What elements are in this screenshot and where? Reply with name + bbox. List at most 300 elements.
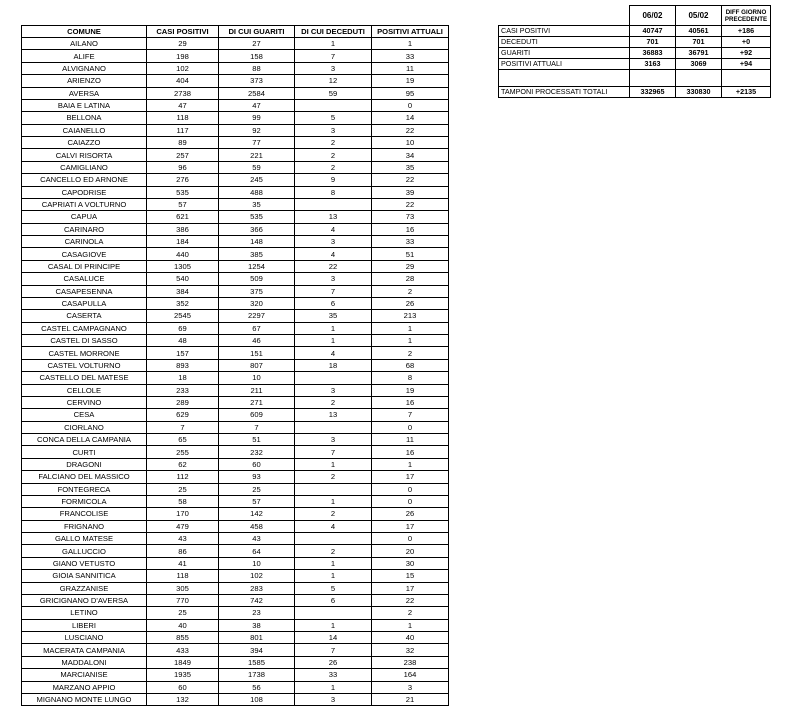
summary-header-date-1: 06/02 (630, 6, 676, 26)
cell-positivi-attuali: 0 (372, 483, 449, 495)
cell-comune: CAPODRISE (22, 186, 147, 198)
cell-comune: CASALUCE (22, 273, 147, 285)
cell-deceduti: 3 (295, 62, 372, 74)
cell-guariti: 43 (219, 533, 295, 545)
cell-guariti: 60 (219, 458, 295, 470)
cell-comune: CASTEL DI SASSO (22, 335, 147, 347)
cell-positivi-attuali: 29 (372, 260, 449, 272)
cell-guariti: 283 (219, 582, 295, 594)
header-guariti: DI CUI GUARITI (219, 26, 295, 38)
table-row (22, 236, 449, 248)
summary-row (499, 48, 771, 59)
summary-value-2: 40561 (676, 26, 722, 37)
summary-header-date-2: 05/02 (676, 6, 722, 26)
cell-positivi-attuali: 22 (372, 124, 449, 136)
cell-comune: CESA (22, 409, 147, 421)
table-row (22, 446, 449, 458)
cell-positivi-attuali: 11 (372, 62, 449, 74)
cell-positivi-attuali: 8 (372, 372, 449, 384)
cell-deceduti: 26 (295, 656, 372, 668)
cell-positivi-attuali: 2 (372, 347, 449, 359)
table-row (22, 508, 449, 520)
table-row (22, 582, 449, 594)
cell-guariti: 742 (219, 594, 295, 606)
table-row (22, 174, 449, 186)
cell-guariti: 509 (219, 273, 295, 285)
cell-casi-positivi: 86 (147, 545, 219, 557)
cell-deceduti (295, 533, 372, 545)
cell-comune: CAIANELLO (22, 124, 147, 136)
cell-positivi-attuali: 21 (372, 693, 449, 705)
cell-casi-positivi: 132 (147, 693, 219, 705)
cell-deceduti: 2 (295, 137, 372, 149)
cell-casi-positivi: 198 (147, 50, 219, 62)
cell-deceduti: 3 (295, 236, 372, 248)
cell-positivi-attuali: 1 (372, 335, 449, 347)
cell-casi-positivi: 62 (147, 458, 219, 470)
cell-guariti: 57 (219, 495, 295, 507)
cell-positivi-attuali: 17 (372, 582, 449, 594)
table-row (22, 632, 449, 644)
cell-positivi-attuali: 16 (372, 446, 449, 458)
table-row (22, 137, 449, 149)
tamponi-value-1: 332965 (630, 87, 676, 98)
cell-casi-positivi: 1849 (147, 656, 219, 668)
cell-deceduti: 2 (295, 161, 372, 173)
cell-comune: CASAL DI PRINCIPE (22, 260, 147, 272)
summary-label: CASI POSITIVI (499, 26, 630, 37)
cell-deceduti: 9 (295, 174, 372, 186)
cell-casi-positivi: 893 (147, 359, 219, 371)
table-row (22, 533, 449, 545)
table-row (22, 619, 449, 631)
cell-positivi-attuali: 1 (372, 619, 449, 631)
cell-comune: MADDALONI (22, 656, 147, 668)
cell-casi-positivi: 2738 (147, 87, 219, 99)
cell-deceduti (295, 372, 372, 384)
cell-casi-positivi: 25 (147, 483, 219, 495)
cell-guariti: 221 (219, 149, 295, 161)
cell-guariti: 92 (219, 124, 295, 136)
cell-casi-positivi: 118 (147, 112, 219, 124)
cell-positivi-attuali: 15 (372, 570, 449, 582)
cell-guariti: 148 (219, 236, 295, 248)
cell-deceduti: 3 (295, 693, 372, 705)
cell-deceduti: 4 (295, 520, 372, 532)
header-positivi-attuali: POSITIVI ATTUALI (372, 26, 449, 38)
cell-comune: MARZANO APPIO (22, 681, 147, 693)
cell-guariti: 535 (219, 211, 295, 223)
cell-positivi-attuali: 1 (372, 38, 449, 50)
cell-guariti: 7 (219, 421, 295, 433)
summary-value-1: 36883 (630, 48, 676, 59)
cell-comune: CALVI RISORTA (22, 149, 147, 161)
cell-guariti: 93 (219, 471, 295, 483)
cell-positivi-attuali: 16 (372, 396, 449, 408)
cell-positivi-attuali: 16 (372, 223, 449, 235)
summary-label: GUARITI (499, 48, 630, 59)
cell-guariti: 373 (219, 75, 295, 87)
cell-casi-positivi: 404 (147, 75, 219, 87)
cell-comune: CIORLANO (22, 421, 147, 433)
cell-positivi-attuali: 33 (372, 50, 449, 62)
header-comune: COMUNE (22, 26, 147, 38)
cell-comune: CERVINO (22, 396, 147, 408)
table-row (22, 471, 449, 483)
summary-value-2: 3069 (676, 59, 722, 70)
table-row (22, 335, 449, 347)
table-row (22, 75, 449, 87)
table-row (22, 310, 449, 322)
cell-positivi-attuali: 22 (372, 594, 449, 606)
cell-casi-positivi: 157 (147, 347, 219, 359)
table-row (22, 520, 449, 532)
table-row (22, 384, 449, 396)
cell-comune: GRICIGNANO D'AVERSA (22, 594, 147, 606)
cell-deceduti: 13 (295, 409, 372, 421)
summary-value-2: 701 (676, 37, 722, 48)
cell-deceduti: 5 (295, 112, 372, 124)
cell-guariti: 394 (219, 644, 295, 656)
cell-guariti: 35 (219, 198, 295, 210)
cell-comune: MACERATA CAMPANIA (22, 644, 147, 656)
cell-positivi-attuali: 10 (372, 137, 449, 149)
summary-row (499, 59, 771, 70)
cell-guariti: 142 (219, 508, 295, 520)
cell-comune: CAPRIATI A VOLTURNO (22, 198, 147, 210)
cell-positivi-attuali: 20 (372, 545, 449, 557)
cell-deceduti: 6 (295, 297, 372, 309)
cell-guariti: 108 (219, 693, 295, 705)
table-row (22, 656, 449, 668)
cell-positivi-attuali: 0 (372, 533, 449, 545)
summary-diff: +94 (722, 59, 771, 70)
table-row (22, 297, 449, 309)
cell-deceduti: 13 (295, 211, 372, 223)
cell-comune: MARCIANISE (22, 669, 147, 681)
cell-casi-positivi: 43 (147, 533, 219, 545)
cell-comune: ALIFE (22, 50, 147, 62)
cell-positivi-attuali: 68 (372, 359, 449, 371)
cell-casi-positivi: 386 (147, 223, 219, 235)
table-row (22, 260, 449, 272)
summary-body (499, 26, 771, 70)
cell-casi-positivi: 60 (147, 681, 219, 693)
cell-casi-positivi: 1935 (147, 669, 219, 681)
cell-deceduti: 6 (295, 594, 372, 606)
cell-comune: BAIA E LATINA (22, 99, 147, 111)
cell-deceduti: 7 (295, 285, 372, 297)
cell-guariti: 23 (219, 607, 295, 619)
cell-comune: CELLOLE (22, 384, 147, 396)
cell-guariti: 88 (219, 62, 295, 74)
table-row (22, 38, 449, 50)
cell-positivi-attuali: 1 (372, 458, 449, 470)
table-row (22, 409, 449, 421)
cell-comune: AVERSA (22, 87, 147, 99)
cell-casi-positivi: 384 (147, 285, 219, 297)
table-row (22, 273, 449, 285)
cell-casi-positivi: 233 (147, 384, 219, 396)
table-row (22, 669, 449, 681)
cell-guariti: 47 (219, 99, 295, 111)
cell-guariti: 1585 (219, 656, 295, 668)
cell-comune: FORMICOLA (22, 495, 147, 507)
cell-comune: CARINOLA (22, 236, 147, 248)
cell-deceduti: 3 (295, 434, 372, 446)
cell-guariti: 25 (219, 483, 295, 495)
summary-row (499, 26, 771, 37)
cell-deceduti (295, 421, 372, 433)
cell-guariti: 2584 (219, 87, 295, 99)
cell-positivi-attuali: 28 (372, 273, 449, 285)
cell-comune: DRAGONI (22, 458, 147, 470)
cell-casi-positivi: 40 (147, 619, 219, 631)
cell-guariti: 67 (219, 322, 295, 334)
cell-positivi-attuali: 0 (372, 495, 449, 507)
comuni-body (22, 38, 449, 706)
cell-guariti: 245 (219, 174, 295, 186)
cell-positivi-attuali: 19 (372, 384, 449, 396)
cell-deceduti: 3 (295, 384, 372, 396)
cell-casi-positivi: 57 (147, 198, 219, 210)
summary-diff: +0 (722, 37, 771, 48)
cell-guariti: 102 (219, 570, 295, 582)
cell-comune: FRIGNANO (22, 520, 147, 532)
cell-guariti: 366 (219, 223, 295, 235)
cell-deceduti (295, 483, 372, 495)
cell-guariti: 807 (219, 359, 295, 371)
cell-positivi-attuali: 2 (372, 607, 449, 619)
cell-guariti: 64 (219, 545, 295, 557)
cell-guariti: 1738 (219, 669, 295, 681)
cell-positivi-attuali: 33 (372, 236, 449, 248)
cell-comune: GIOIA SANNITICA (22, 570, 147, 582)
cell-comune: CONCA DELLA CAMPANIA (22, 434, 147, 446)
cell-comune: CAIAZZO (22, 137, 147, 149)
table-row (22, 607, 449, 619)
summary-tamponi-row (499, 87, 771, 98)
cell-casi-positivi: 89 (147, 137, 219, 149)
cell-deceduti: 1 (295, 458, 372, 470)
cell-guariti: 385 (219, 248, 295, 260)
cell-deceduti: 7 (295, 644, 372, 656)
table-row (22, 421, 449, 433)
cell-guariti: 271 (219, 396, 295, 408)
cell-deceduti (295, 198, 372, 210)
cell-deceduti: 33 (295, 669, 372, 681)
cell-comune: CARINARO (22, 223, 147, 235)
cell-positivi-attuali: 26 (372, 508, 449, 520)
table-row (22, 161, 449, 173)
cell-comune: ARIENZO (22, 75, 147, 87)
cell-deceduti: 1 (295, 557, 372, 569)
cell-guariti: 151 (219, 347, 295, 359)
tamponi-value-2: 330830 (676, 87, 722, 98)
cell-comune: GALLUCCIO (22, 545, 147, 557)
cell-guariti: 10 (219, 372, 295, 384)
cell-comune: CASAGIOVE (22, 248, 147, 260)
cell-deceduti: 7 (295, 446, 372, 458)
table-row (22, 124, 449, 136)
cell-deceduti: 3 (295, 273, 372, 285)
cell-casi-positivi: 289 (147, 396, 219, 408)
table-row (22, 211, 449, 223)
summary-gap-row (499, 70, 771, 87)
summary-value-2: 36791 (676, 48, 722, 59)
cell-comune: LIBERI (22, 619, 147, 631)
cell-deceduti: 1 (295, 322, 372, 334)
cell-positivi-attuali: 2 (372, 285, 449, 297)
cell-comune: FALCIANO DEL MASSICO (22, 471, 147, 483)
cell-deceduti: 4 (295, 223, 372, 235)
cell-casi-positivi: 102 (147, 62, 219, 74)
cell-casi-positivi: 1305 (147, 260, 219, 272)
cell-comune: LUSCIANO (22, 632, 147, 644)
cell-positivi-attuali: 32 (372, 644, 449, 656)
table-row (22, 223, 449, 235)
cell-positivi-attuali: 51 (372, 248, 449, 260)
table-row (22, 198, 449, 210)
cell-deceduti: 2 (295, 545, 372, 557)
cell-comune: CURTI (22, 446, 147, 458)
cell-comune: BELLONA (22, 112, 147, 124)
cell-deceduti: 12 (295, 75, 372, 87)
cell-positivi-attuali: 26 (372, 297, 449, 309)
cell-casi-positivi: 118 (147, 570, 219, 582)
cell-deceduti: 14 (295, 632, 372, 644)
cell-comune: CASTEL VOLTURNO (22, 359, 147, 371)
cell-casi-positivi: 629 (147, 409, 219, 421)
cell-casi-positivi: 535 (147, 186, 219, 198)
cell-deceduti: 4 (295, 248, 372, 260)
table-row (22, 681, 449, 693)
cell-deceduti: 3 (295, 124, 372, 136)
cell-guariti: 77 (219, 137, 295, 149)
cell-guariti: 2297 (219, 310, 295, 322)
cell-casi-positivi: 257 (147, 149, 219, 161)
cell-guariti: 458 (219, 520, 295, 532)
cell-positivi-attuali: 39 (372, 186, 449, 198)
cell-comune: CASAPULLA (22, 297, 147, 309)
summary-row (499, 37, 771, 48)
table-row (22, 248, 449, 260)
cell-comune: CASTELLO DEL MATESE (22, 372, 147, 384)
cell-guariti: 211 (219, 384, 295, 396)
table-row (22, 644, 449, 656)
cell-positivi-attuali: 11 (372, 434, 449, 446)
cell-positivi-attuali: 73 (372, 211, 449, 223)
cell-casi-positivi: 48 (147, 335, 219, 347)
cell-casi-positivi: 7 (147, 421, 219, 433)
table-row (22, 285, 449, 297)
cell-positivi-attuali: 1 (372, 322, 449, 334)
table-row (22, 322, 449, 334)
cell-guariti: 609 (219, 409, 295, 421)
cell-casi-positivi: 170 (147, 508, 219, 520)
cell-casi-positivi: 621 (147, 211, 219, 223)
cell-comune: CAMIGLIANO (22, 161, 147, 173)
cell-casi-positivi: 112 (147, 471, 219, 483)
cell-guariti: 232 (219, 446, 295, 458)
cell-deceduti: 1 (295, 38, 372, 50)
summary-header-diff: DIFF GIORNO PRECEDENTE (722, 6, 771, 26)
cell-positivi-attuali: 30 (372, 557, 449, 569)
cell-deceduti: 59 (295, 87, 372, 99)
cell-guariti: 1254 (219, 260, 295, 272)
cell-deceduti: 1 (295, 335, 372, 347)
cell-deceduti: 22 (295, 260, 372, 272)
cell-guariti: 99 (219, 112, 295, 124)
cell-positivi-attuali: 17 (372, 471, 449, 483)
cell-comune: MIGNANO MONTE LUNGO (22, 693, 147, 705)
table-row (22, 347, 449, 359)
cell-comune: GIANO VETUSTO (22, 557, 147, 569)
cell-comune: AILANO (22, 38, 147, 50)
cell-casi-positivi: 184 (147, 236, 219, 248)
cell-guariti: 38 (219, 619, 295, 631)
cell-casi-positivi: 69 (147, 322, 219, 334)
cell-comune: FRANCOLISE (22, 508, 147, 520)
table-row (22, 50, 449, 62)
cell-casi-positivi: 540 (147, 273, 219, 285)
cell-casi-positivi: 305 (147, 582, 219, 594)
cell-positivi-attuali: 3 (372, 681, 449, 693)
comuni-table (21, 25, 449, 706)
cell-positivi-attuali: 40 (372, 632, 449, 644)
cell-guariti: 56 (219, 681, 295, 693)
cell-casi-positivi: 47 (147, 99, 219, 111)
cell-casi-positivi: 770 (147, 594, 219, 606)
summary-value-1: 701 (630, 37, 676, 48)
cell-guariti: 51 (219, 434, 295, 446)
table-row (22, 99, 449, 111)
cell-positivi-attuali: 7 (372, 409, 449, 421)
table-row (22, 545, 449, 557)
table-row (22, 87, 449, 99)
cell-casi-positivi: 855 (147, 632, 219, 644)
cell-positivi-attuali: 19 (372, 75, 449, 87)
table-row (22, 458, 449, 470)
cell-guariti: 10 (219, 557, 295, 569)
cell-comune: CAPUA (22, 211, 147, 223)
summary-label: POSITIVI ATTUALI (499, 59, 630, 70)
cell-guariti: 488 (219, 186, 295, 198)
cell-comune: LETINO (22, 607, 147, 619)
summary-header-blank (499, 6, 630, 26)
cell-casi-positivi: 479 (147, 520, 219, 532)
cell-casi-positivi: 255 (147, 446, 219, 458)
cell-deceduti: 35 (295, 310, 372, 322)
table-row (22, 112, 449, 124)
table-row (22, 396, 449, 408)
cell-positivi-attuali: 22 (372, 198, 449, 210)
cell-deceduti (295, 607, 372, 619)
header-deceduti: DI CUI DECEDUTI (295, 26, 372, 38)
cell-guariti: 59 (219, 161, 295, 173)
cell-positivi-attuali: 95 (372, 87, 449, 99)
cell-comune: ALVIGNANO (22, 62, 147, 74)
table-row (22, 557, 449, 569)
cell-deceduti: 1 (295, 570, 372, 582)
cell-deceduti: 2 (295, 149, 372, 161)
cell-casi-positivi: 2545 (147, 310, 219, 322)
table-row (22, 693, 449, 705)
cell-positivi-attuali: 17 (372, 520, 449, 532)
cell-comune: CASTEL MORRONE (22, 347, 147, 359)
cell-deceduti: 2 (295, 396, 372, 408)
cell-positivi-attuali: 0 (372, 99, 449, 111)
